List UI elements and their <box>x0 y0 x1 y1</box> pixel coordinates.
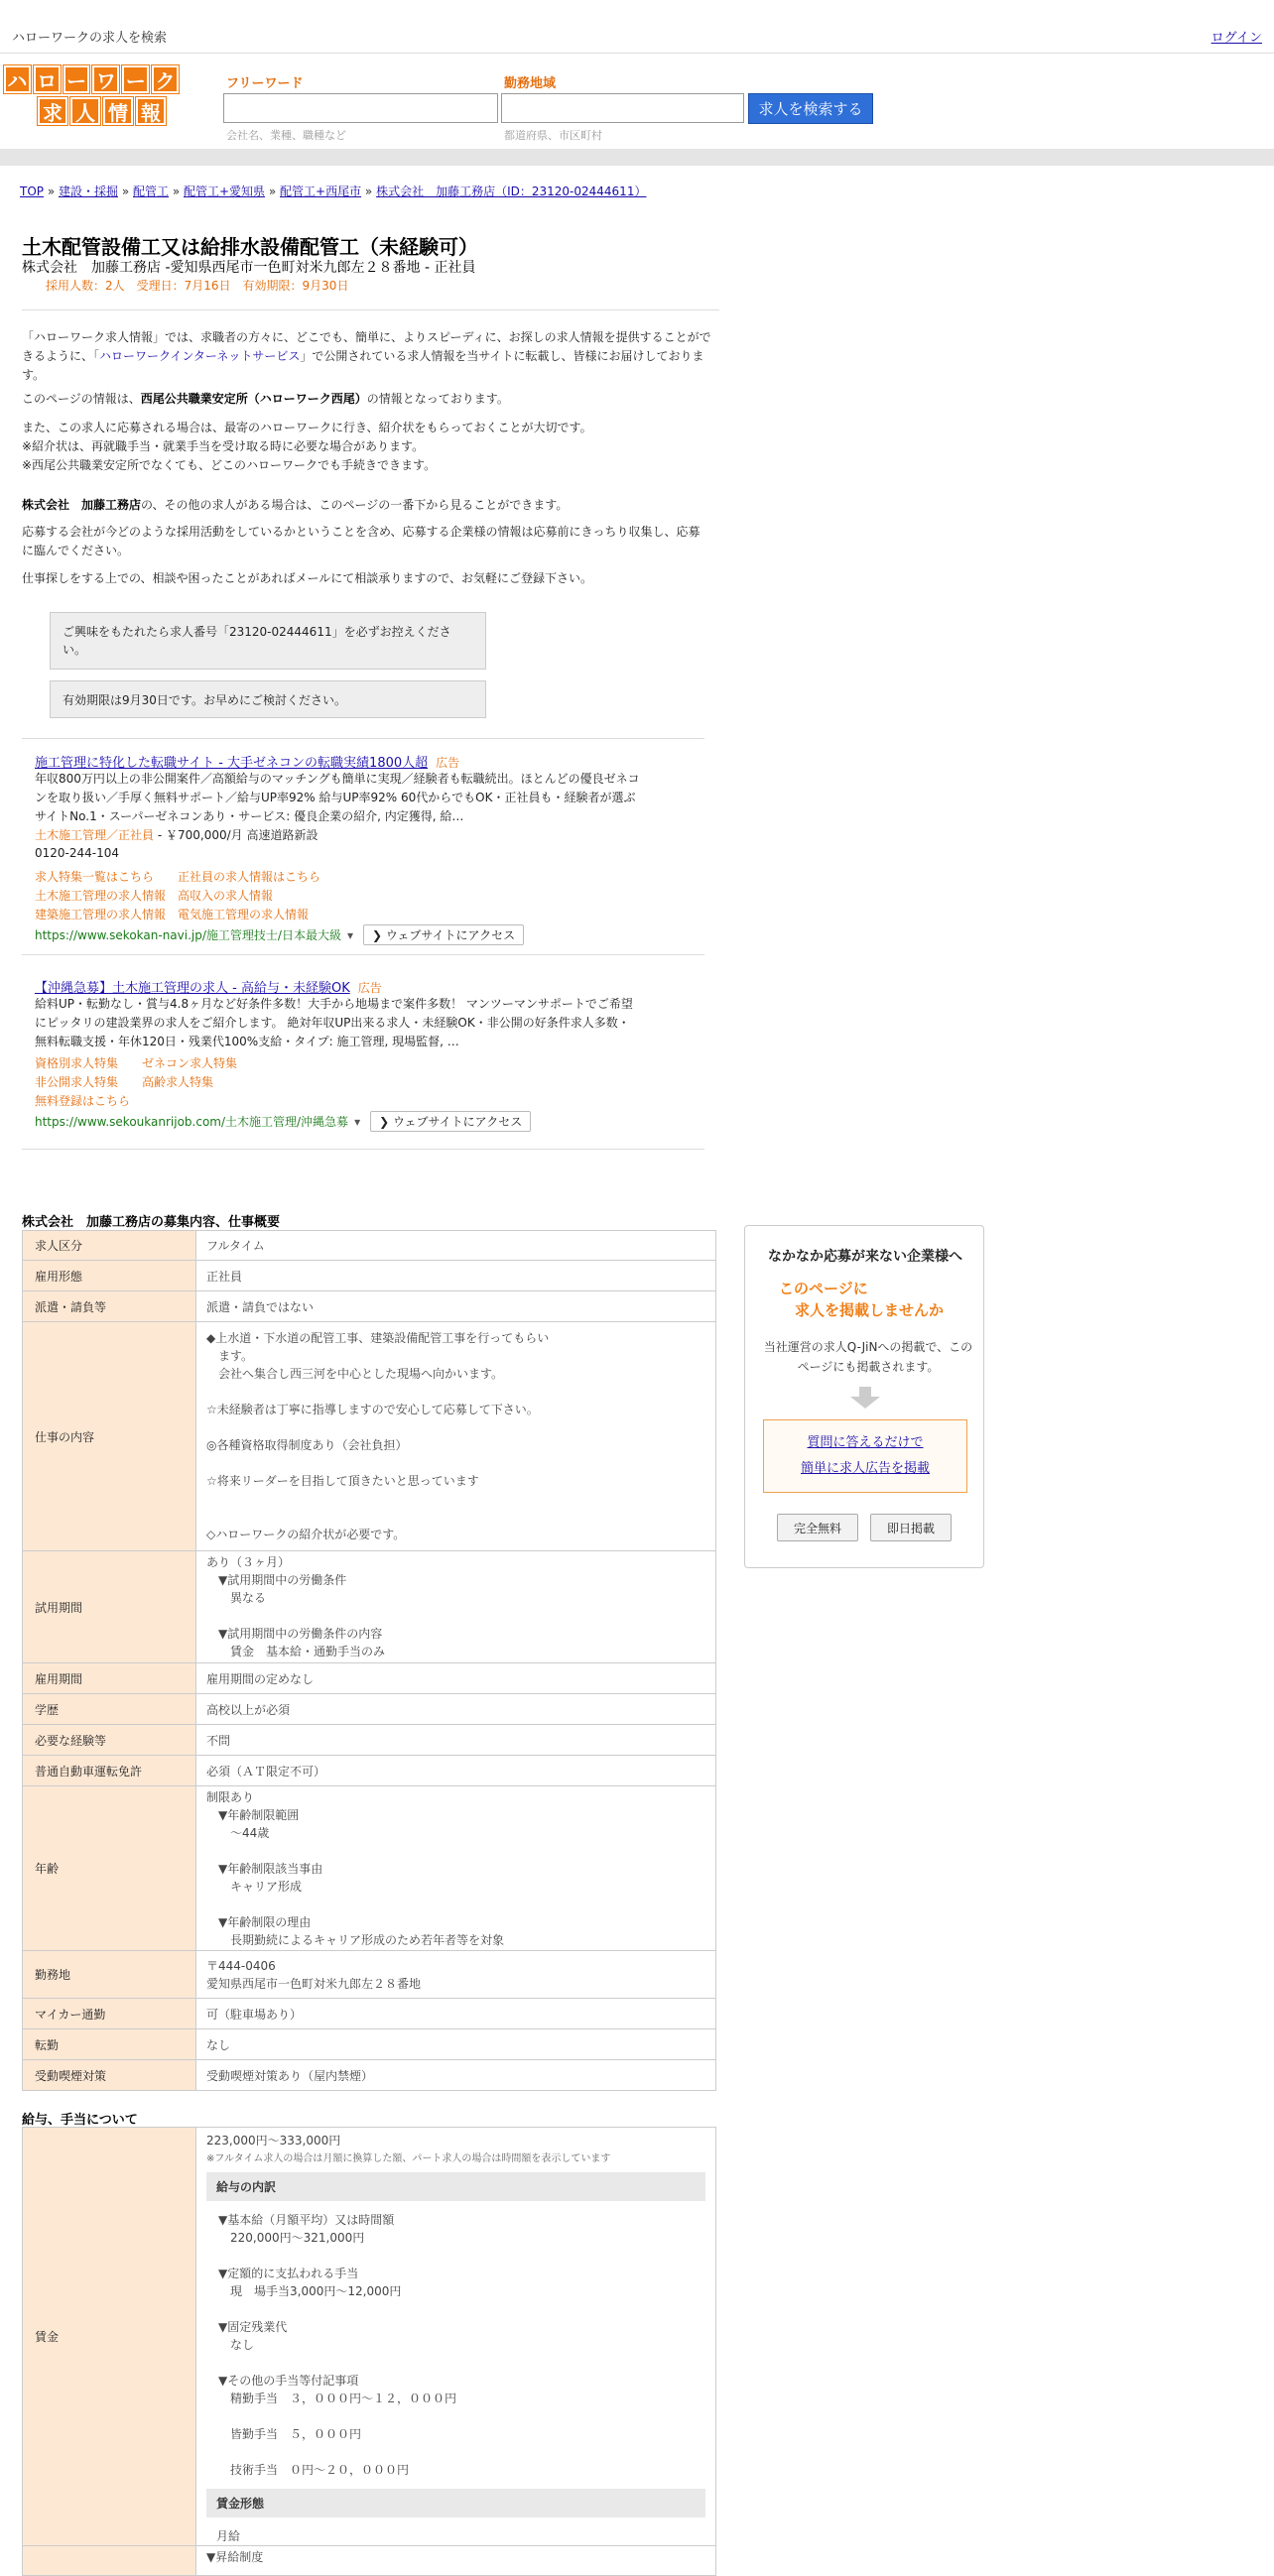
area-hint: 都道府県、市区町村 <box>504 129 602 142</box>
arrow-down-icon <box>850 1387 880 1409</box>
table-row <box>23 1663 716 1694</box>
row-value-multiline <box>196 1786 716 1951</box>
wage-table <box>22 2127 716 2576</box>
text-line <box>218 2407 705 2425</box>
search-button[interactable]: 求人を検索する <box>748 93 873 124</box>
wage-range: 223,000円〜333,000円 <box>206 2134 341 2147</box>
row-value: 不問 <box>196 1725 716 1756</box>
hellowork-internet-link[interactable]: ハローワークインターネットサービス <box>99 349 301 363</box>
ad-sitelink[interactable]: 建築施工管理の求人情報 電気施工管理の求人情報 <box>35 908 310 921</box>
row-value: ▼昇給制度 <box>196 2546 716 2576</box>
ad-phone[interactable]: 0120-244-104 <box>35 846 120 860</box>
row-value: 正社員 <box>196 1261 716 1291</box>
site-title: ハローワークの求人を検索 <box>12 31 168 46</box>
table-row <box>23 2060 716 2091</box>
ad-price-text: - ￥700,000/月 高速道路新設 <box>154 828 318 842</box>
text-line: ▼その他の手当等付記事項 <box>218 2374 359 2388</box>
chevron-right-icon: ❯ <box>371 928 386 942</box>
text-line <box>218 2300 705 2318</box>
ad-url-text[interactable]: https://www.sekokan-navi.jp/施工管理技士/日本最大級 <box>35 928 341 942</box>
text-line <box>206 1490 705 1508</box>
text-line: 賃金 基本給・通勤手当のみ <box>206 1645 386 1658</box>
same-day-button[interactable]: 即日掲載 <box>870 1514 952 1541</box>
row-header: 仕事の内容 <box>23 1322 196 1551</box>
text-line: ◎各種資格取得制度あり（会社負担） <box>206 1438 408 1452</box>
text-line: 長期勤続によるキャリア形成のため若年者等を対象 <box>206 1932 505 1947</box>
wage-form: 月給 <box>216 2529 241 2543</box>
header-divider <box>0 149 1274 166</box>
ad-sitelink[interactable]: 非公開求人特集 高齢求人特集 <box>35 1075 214 1089</box>
row-value-multiline <box>196 1951 716 1999</box>
table-row <box>23 2546 716 2576</box>
row-header: 学歴 <box>23 1694 196 1725</box>
ad-sitelink[interactable]: 土木施工管理の求人情報 高収入の求人情報 <box>35 889 274 903</box>
breakdown-heading: 給与の内訳 <box>206 2172 705 2201</box>
ad-badge: 広告 <box>357 981 382 995</box>
area-input[interactable] <box>501 93 744 123</box>
ad-title-link[interactable] <box>35 752 459 771</box>
breadcrumb-category[interactable]: 建設・採掘 <box>59 184 119 198</box>
keyword-hint: 会社名、業種、職種など <box>226 129 346 142</box>
logo-char: ロ <box>34 65 61 93</box>
text-line: 現 場手当3,000円〜12,000円 <box>218 2284 402 2298</box>
visit-label: ウェブサイトにアクセス <box>385 928 516 942</box>
ad-url-text[interactable]: https://www.sekoukanrijob.com/土木施工管理/沖縄急募 <box>35 1115 349 1129</box>
row-value: 必須（ＡＴ限定不可） <box>196 1756 716 1786</box>
text-line <box>206 1508 705 1526</box>
row-header: 雇用形態 <box>23 1261 196 1291</box>
text-line <box>206 1842 705 1860</box>
intro-text: の情報となっております。 <box>366 392 509 406</box>
table-row <box>23 1756 716 1786</box>
text-line: キャリア形成 <box>206 1879 303 1894</box>
breadcrumb-company[interactable]: 株式会社 加藤工務店（ID：23120-02444611） <box>376 184 647 198</box>
logo-char: 報 <box>136 97 166 125</box>
text-line <box>218 2443 705 2461</box>
text-line: 皆勤手当 ５，０００円 <box>218 2427 362 2441</box>
sidebox-link-post[interactable]: 簡単に求人広告を掲載 <box>800 1461 930 1476</box>
sidebox-headline-line: このページに <box>779 1280 868 1297</box>
page-title: 土木配管設備工又は給排水設備配管工（未経験可） <box>22 235 478 259</box>
logo-char: ク <box>152 65 179 93</box>
divider <box>22 738 704 739</box>
intro-paragraph: 仕事探しをする上での、相談や困ったことがあればメールにて相談承りますので、お気軽にご登録下さい。 <box>22 571 593 585</box>
text-line: ▼年齢制限の理由 <box>206 1914 312 1929</box>
top-bar <box>0 0 1274 54</box>
row-header: 勤務地 <box>23 1951 196 1999</box>
breadcrumb-job[interactable]: 配管工 <box>133 184 170 198</box>
row-header: マイカー通勤 <box>23 1999 196 2029</box>
row-header: 必要な経験等 <box>23 1725 196 1756</box>
row-value-multiline <box>196 1322 716 1551</box>
office-name: 西尾公共職業安定所（ハローワーク西尾） <box>140 392 367 406</box>
ad-sitelink[interactable]: 無料登録はこちら <box>35 1094 131 1108</box>
logo-char: 求 <box>38 97 67 125</box>
row-value-multiline <box>196 1551 716 1663</box>
row-value: 可（駐車場あり） <box>196 1999 716 2029</box>
intro-paragraph: 応募する会社が今どのような採用活動をしているかということを含め、応募する企業様の情報は応募前にきっちり収集し、応募に臨んでください。 <box>22 525 701 557</box>
area-label: 勤務地域 <box>504 76 557 91</box>
table-row <box>23 1786 716 1951</box>
row-header <box>23 2546 196 2576</box>
text-line: 〒444-0406 <box>206 1958 276 1973</box>
ad-price-link[interactable]: 土木施工管理／正社員 <box>35 828 155 842</box>
intro-paragraph <box>22 328 711 385</box>
keyword-input[interactable] <box>223 93 498 123</box>
ad-description: 給料UP・転勤なし・賞与4.8ヶ月など好条件多数！大手から地場まで案件多数！ マンツーマンサポートでご希望にピッタリの建設業界の求人をご紹介します。 絶対年収UP出来る求人・未経験OK・非公開の好条件求人多数・無料転職支援・年休120日・残業代100%支給・タイプ: 施工管理, 現場監督, … <box>35 997 633 1048</box>
intro-text: 「ハローワーク求人情報」では、求職者の方々に、どこでも、簡単に、よりスピーディに、お探しの求人情報を提供することができるように、「 <box>22 330 711 363</box>
text-line <box>206 1418 705 1436</box>
notice-box: ご興味をもたれたら求人番号「23120-02444611」を必ずお控えください。 <box>50 612 486 670</box>
text-line: あり（３ヶ月） <box>206 1555 291 1569</box>
intro-text: ※西尾公共職業安定所でなくても、どこのハローワークでも手続きできます。 <box>22 458 437 472</box>
logo-char: ワ <box>92 65 119 93</box>
sidebox-headline <box>779 1278 944 1321</box>
logo-char: 情 <box>103 97 133 125</box>
row-header: 普通自動車運転免許 <box>23 1756 196 1786</box>
text-line <box>206 1607 705 1625</box>
sidebox-headline-line: 求人を掲載しませんか <box>795 1301 945 1319</box>
visit-website-button[interactable] <box>363 924 524 945</box>
table-row <box>23 1261 716 1291</box>
table-row <box>23 1694 716 1725</box>
table-row <box>23 1322 716 1551</box>
table-row <box>23 1291 716 1322</box>
logo-row-1 <box>4 65 179 93</box>
table-row <box>23 1231 716 1261</box>
section-title: 給与、手当について <box>22 2113 138 2128</box>
text-line: 精勤手当 ３，０００円〜１２，０００円 <box>218 2392 457 2405</box>
intro-text: の、その他の求人がある場合は、このページの一番下から見ることができます。 <box>141 498 569 512</box>
company-name: 株式会社 加藤工務店 <box>22 498 142 512</box>
logo-char: ー <box>64 65 90 93</box>
visit-website-button[interactable] <box>370 1111 531 1132</box>
breadcrumb-job-pref[interactable]: 配管工+愛知県 <box>184 184 266 198</box>
wage-form-heading: 賃金形態 <box>206 2489 705 2517</box>
text-line: ▼定額的に支払われる手当 <box>218 2267 359 2280</box>
text-line: ▼基本給（月額平均）又は時間額 <box>218 2213 395 2227</box>
job-detail-table <box>22 1230 716 2091</box>
row-value: フルタイム <box>196 1231 716 1261</box>
row-value: 受動喫煙対策あり（屋内禁煙） <box>196 2060 716 2091</box>
text-line: ▼試用期間中の労働条件 <box>206 1573 347 1587</box>
sidebox-links <box>763 1419 967 1493</box>
ad-price-line <box>35 826 318 843</box>
row-header: 試用期間 <box>23 1551 196 1663</box>
ad-sitelink[interactable]: 資格別求人特集 ゼネコン求人特集 <box>35 1056 238 1070</box>
ad-badge: 広告 <box>436 756 460 770</box>
text-line: ▼年齢制限該当事由 <box>206 1861 323 1876</box>
ad-title-text: 施工管理に特化した転職サイト - 大手ゼネコンの転職実績1800人超 <box>35 756 429 771</box>
logo-char: ハ <box>4 65 31 93</box>
ad-url <box>35 1111 531 1132</box>
text-line: ◆上水道・下水道の配管工事、建築設備配管工事を行ってもらい <box>206 1331 550 1345</box>
row-header: 受動喫煙対策 <box>23 2060 196 2091</box>
text-line: 会社へ集合し西三河を中心とした現場へ向かいます。 <box>206 1367 504 1381</box>
site-logo[interactable] <box>4 65 179 125</box>
text-line <box>206 1383 705 1401</box>
table-row <box>23 1725 716 1756</box>
text-line: 技術手当 ０円〜２０，０００円 <box>218 2463 410 2477</box>
text-line: 〜44歳 <box>206 1825 270 1840</box>
text-line <box>206 1896 705 1913</box>
text-line: 220,000円〜321,000円 <box>218 2231 365 2245</box>
table-row <box>23 1999 716 2029</box>
text-line: ▼年齢制限範囲 <box>206 1807 300 1822</box>
advertise-sidebox <box>744 1225 984 1568</box>
job-meta: 採用人数：2人 受理日：7月16日 有効期限：9月30日 <box>46 279 349 293</box>
sidebox-link-question[interactable]: 質問に答えるだけで <box>807 1435 924 1450</box>
divider <box>22 309 719 310</box>
wage-note: ※フルタイム求人の場合は月額に換算した額、パート求人の場合は時間額を表示しています <box>206 2153 611 2164</box>
row-header: 派遣・請負等 <box>23 1291 196 1322</box>
ad-title-text: 【沖縄急募】土木施工管理の求人 - 高給与・未経験OK <box>35 981 350 996</box>
breadcrumb: TOP » 建設・採掘 » 配管工 » 配管工+愛知県 » 配管工+西尾市 » 株式会社 加藤工務店（ID：23120-02444611） <box>20 184 647 198</box>
logo-char: ー <box>122 65 149 93</box>
ad-description: 年収800万円以上の非公開案件／高額給与のマッチングも簡単に実現／経験者も転職続出。ほとんどの優良ゼネコンを取り扱い／手厚く無料サポート／給与UP率92% 給与UP率92% 60代からでもOK・正社員も・経験者が選ぶサイトNo.1・スーパーゼネコンあり・サービス: 優良企業の紹介, 内定獲得, 給… <box>35 772 640 823</box>
row-header: 雇用期間 <box>23 1663 196 1694</box>
divider <box>22 1149 704 1150</box>
logo-char: 人 <box>70 97 100 125</box>
row-header: 求人区分 <box>23 1231 196 1261</box>
text-line: ☆未経験者は丁寧に指導しますので安心して応募して下さい。 <box>206 1403 539 1416</box>
logo-row-2 <box>38 97 179 125</box>
visit-label: ウェブサイトにアクセス <box>392 1115 523 1129</box>
login-link[interactable]: ログイン <box>1210 31 1262 46</box>
text-line: 愛知県西尾市一色町対米九郎左２８番地 <box>206 1976 422 1991</box>
row-value: なし <box>196 2029 716 2060</box>
ad-sitelink[interactable]: 求人特集一覧はこちら 正社員の求人情報はこちら <box>35 870 321 884</box>
row-value: 高校以上が必須 <box>196 1694 716 1725</box>
breadcrumb-top[interactable]: TOP <box>20 184 45 198</box>
row-value: 雇用期間の定めなし <box>196 1663 716 1694</box>
sidebox-title: なかなか応募が来ない企業様へ <box>768 1249 962 1265</box>
row-value: 派遣・請負ではない <box>196 1291 716 1322</box>
row-value <box>196 2128 716 2546</box>
table-row <box>23 2128 716 2546</box>
text-line: 制限あり <box>206 1789 255 1804</box>
ad-url <box>35 924 524 945</box>
ad-title-link[interactable] <box>35 977 382 996</box>
chevron-down-icon[interactable]: ▾ <box>346 927 353 942</box>
job-subtitle: 株式会社 加藤工務店 -愛知県西尾市一色町対米九郎左２８番地 - 正社員 <box>22 260 476 276</box>
breakdown-list <box>206 2205 705 2479</box>
text-line <box>206 1454 705 1472</box>
intro-paragraph <box>22 419 711 475</box>
row-header: 年齢 <box>23 1786 196 1951</box>
divider <box>22 954 704 955</box>
intro-text: また、この求人に応募される場合は、最寄のハローワークに行き、紹介状をもらっておくことが大切です。 <box>22 421 592 434</box>
text-line: なし <box>218 2338 255 2352</box>
sidebox-description: 当社運営の求人Q-JiNへの掲載で、このページにも掲載されます。 <box>763 1340 973 1374</box>
free-button[interactable]: 完全無料 <box>777 1514 858 1541</box>
intro-text: 」で公開されている求人情報を当サイトに転載し、皆様にお届けしております。 <box>22 349 704 382</box>
table-row <box>23 2029 716 2060</box>
row-header: 賃金 <box>23 2128 196 2546</box>
section-title: 株式会社 加藤工務店の募集内容、仕事概要 <box>22 1215 281 1230</box>
notice-box: 有効期限は9月30日です。お早めにご検討ください。 <box>50 680 486 718</box>
breadcrumb-job-city[interactable]: 配管工+西尾市 <box>280 184 362 198</box>
intro-text: ※紹介状は、再就職手当・就業手当を受け取る時に必要な場合があります。 <box>22 439 425 453</box>
table-row <box>23 1951 716 1999</box>
intro-paragraph <box>22 390 711 409</box>
intro-paragraph <box>22 496 711 515</box>
text-line <box>218 2247 705 2265</box>
text-line: ▼固定残業代 <box>218 2320 288 2334</box>
chevron-right-icon: ❯ <box>379 1115 393 1129</box>
chevron-down-icon[interactable]: ▾ <box>354 1114 361 1129</box>
text-line: 異なる <box>206 1591 267 1605</box>
text-line <box>218 2354 705 2372</box>
text-line: ◇ハローワークの紹介状が必要です。 <box>206 1528 406 1541</box>
keyword-label: フリーワード <box>226 76 304 91</box>
text-line: ▼試用期間中の労働条件の内容 <box>206 1627 383 1641</box>
row-header: 転勤 <box>23 2029 196 2060</box>
text-line: ☆将来リーダーを目指して頂きたいと思っています <box>206 1474 479 1488</box>
text-line: ます。 <box>206 1349 254 1363</box>
table-row <box>23 1551 716 1663</box>
intro-text: このページの情報は、 <box>22 392 141 406</box>
